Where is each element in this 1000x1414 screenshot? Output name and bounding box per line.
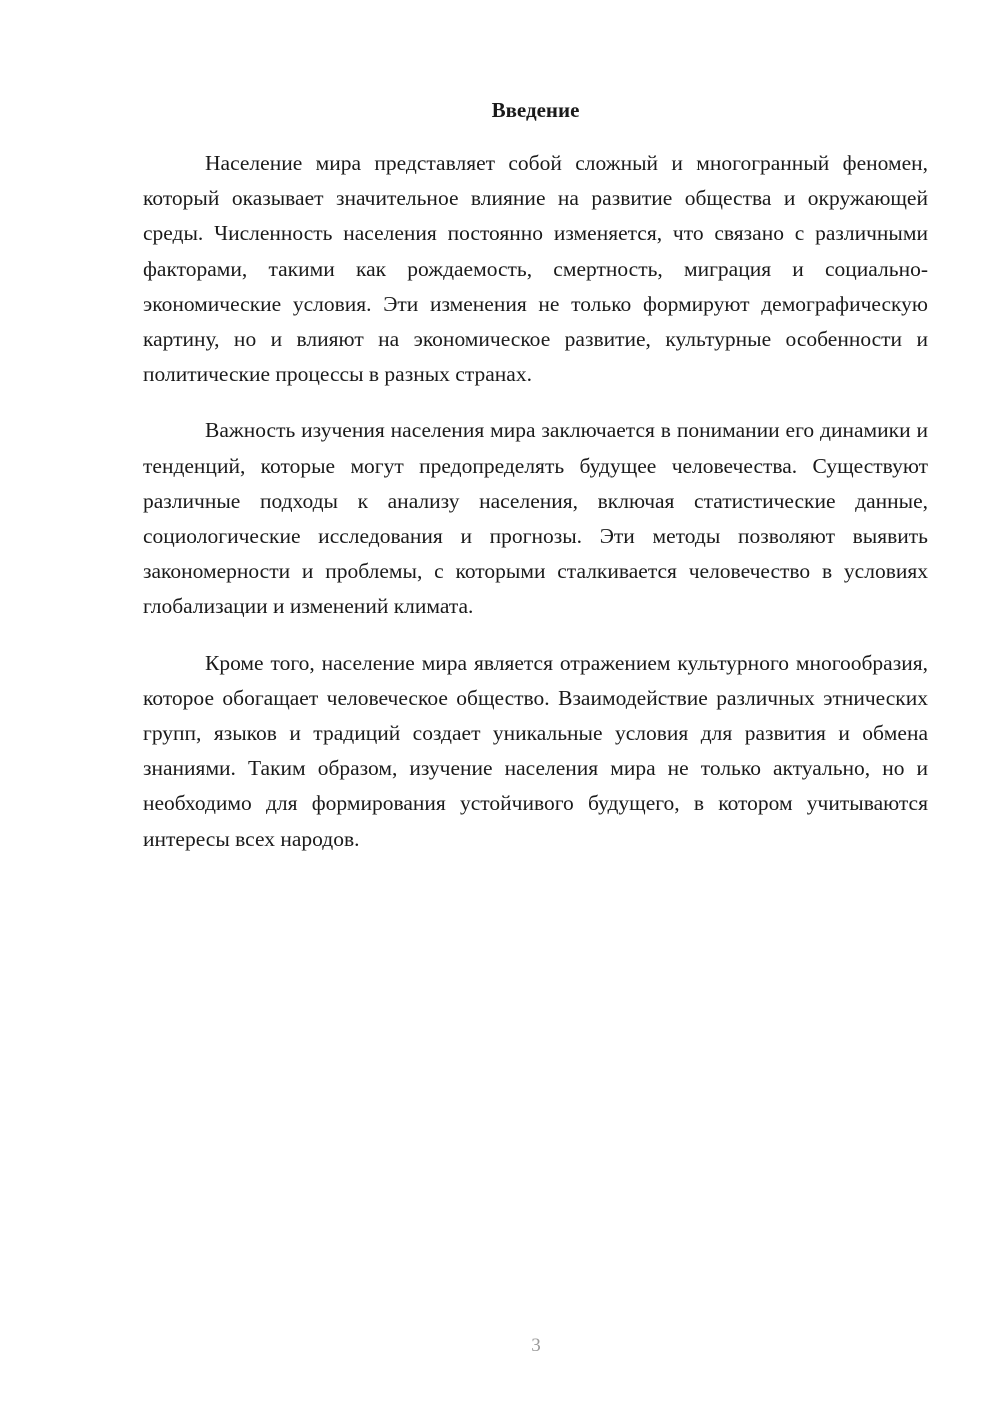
paragraph-3: Кроме того, население мира является отражением культурного многообразия, которое обогащает человеческое общество. Взаимодействие различных этнических групп, языков и традиций создает уникальные условия для развития и обмена знаниями. Таким образом, изучение населения мира не только актуально, но и необходимо для формирования устойчивого будущего, в котором учитываются интересы всех народов. bbox=[143, 650, 928, 851]
page-number: 3 bbox=[531, 1335, 541, 1356]
paragraph-1: Население мира представляет собой сложный и многогранный феномен, который оказывает значительное влияние на развитие общества и окружающей среды. Численность населения постоянно изменяется, что связано с различными факторами, такими как рождаемость, смертность, миграция и социально-экономические условия. Эти изменения не только формируют демографическую картину, но и влияют на экономическое развитие, культурные особенности и политические процессы в разных странах. bbox=[143, 151, 928, 387]
paragraph-2: Важность изучения населения мира заключается в понимании его динамики и тенденций, которые могут предопределять будущее человечества. Существуют различные подходы к анализу населения, включая статистические данные, социологические исследования и прогнозы. Эти методы позволяют выявить закономерности и проблемы, с которыми сталкивается человечество в условиях глобализации и изменений климата. bbox=[143, 418, 928, 619]
page-content bbox=[143, 96, 928, 878]
section-title: Введение bbox=[491, 98, 580, 122]
